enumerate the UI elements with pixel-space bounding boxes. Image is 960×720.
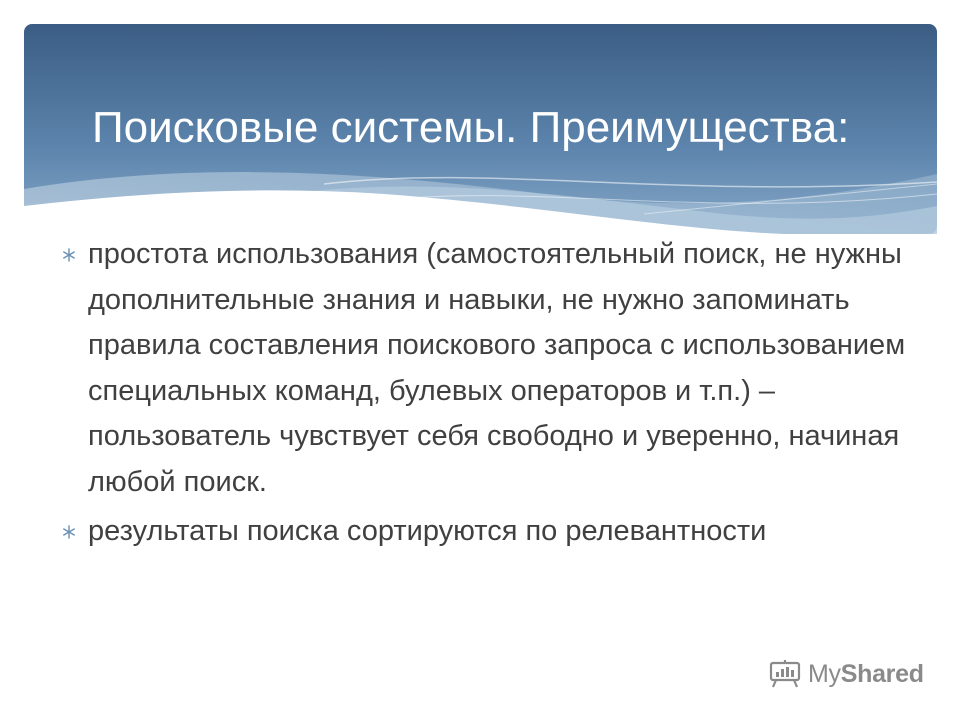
header-banner bbox=[24, 24, 937, 234]
asterisk-bullet-icon bbox=[60, 246, 78, 264]
bullet-text: результаты поиска сортируются по релевантности bbox=[88, 515, 767, 547]
slide-title: Поисковые системы. Преимущества: bbox=[92, 103, 850, 152]
watermark-brand bbox=[808, 660, 924, 689]
bullet-item bbox=[60, 509, 920, 555]
myshared-watermark[interactable] bbox=[768, 656, 924, 692]
presentation-board-icon bbox=[768, 659, 802, 689]
bullet-list bbox=[60, 232, 920, 559]
watermark-brand-regular: My bbox=[808, 659, 841, 688]
bullet-item bbox=[60, 232, 920, 505]
watermark-brand-bold: Shared bbox=[840, 659, 924, 688]
asterisk-bullet-icon bbox=[60, 523, 78, 541]
bullet-text: простота использования (самостоятельный поиск, не нужны дополнительные знания и навыки, не нужно запоминать правила составления поискового запроса с использованием специальных команд, булевых операторов и т.п.) – пользователь чувствует себя свободно и уверенно, начиная любой поиск. bbox=[88, 238, 906, 498]
